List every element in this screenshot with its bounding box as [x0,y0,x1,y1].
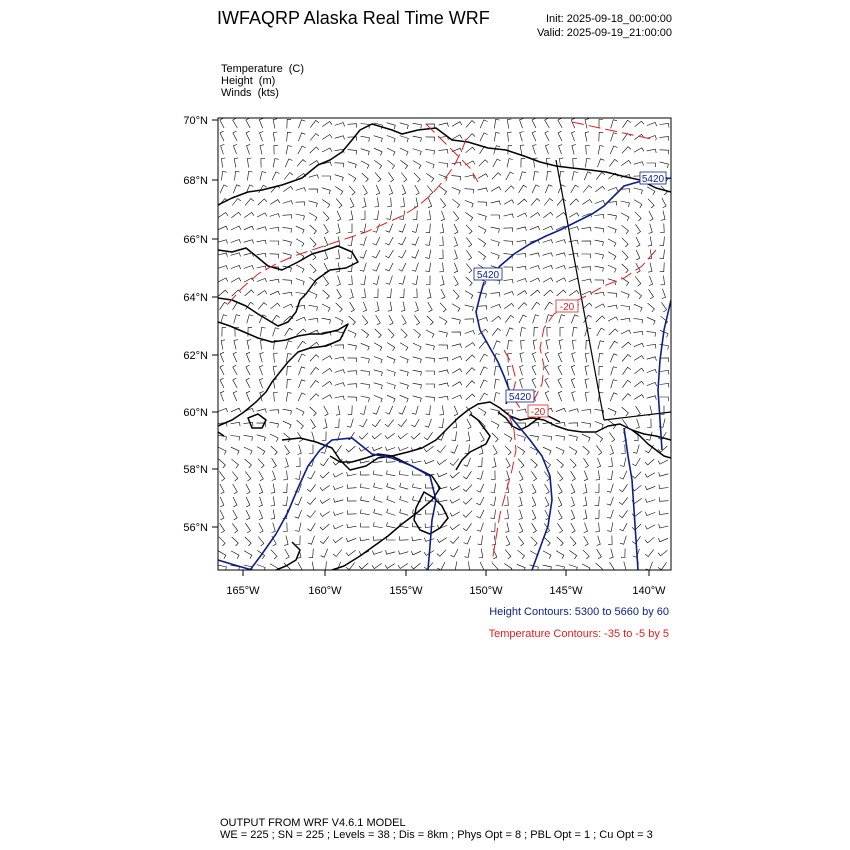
lat-tick-label: 66°N [183,234,208,246]
valid-time: Valid: 2025-09-19_21:00:00 [537,27,672,39]
map-background [218,118,671,570]
height-label-3 [506,390,534,403]
lat-tick-label: 58°N [183,464,208,476]
svg-text:-20: -20 [559,302,575,313]
lat-tick-label: 56°N [183,522,208,534]
field-temperature: Temperature (C) [221,63,305,75]
lat-tick-label: 60°N [183,407,208,419]
height-label-1 [474,268,502,281]
lon-tick-label: 140°W [632,585,666,597]
temp-label-1 [556,300,578,313]
lat-tick-label: 62°N [183,350,208,362]
temperature-contour-legend: Temperature Contours: -35 to -5 by 5 [488,628,669,640]
lat-tick-label: 70°N [183,115,208,127]
height-contour-legend: Height Contours: 5300 to 5660 by 60 [489,606,669,618]
temp-label-2 [528,405,548,418]
model-footer [220,817,653,841]
svg-text:-20: -20 [530,407,546,418]
init-time: Init: 2025-09-18_00:00:00 [546,13,672,25]
lon-tick-label: 165°W [226,585,260,597]
lon-tick-label: 155°W [389,585,423,597]
lat-tick-label: 64°N [183,292,208,304]
field-winds: Winds (kts) [221,87,279,99]
svg-text:5420: 5420 [508,392,532,403]
height-label-2 [640,172,666,185]
svg-text:5420: 5420 [476,270,500,281]
plot-title: IWFAQRP Alaska Real Time WRF [217,8,490,28]
lon-tick-label: 145°W [549,585,583,597]
lon-tick-label: 150°W [469,585,503,597]
longitude-axis [226,570,666,597]
field-height: Height (m) [221,75,276,87]
model-version: OUTPUT FROM WRF V4.6.1 MODEL [220,817,406,829]
latitude-axis [183,115,218,534]
model-config: WE = 225 ; SN = 225 ; Levels = 38 ; Dis = 8km ; Phys Opt = 8 ; PBL Opt = 1 ; Cu Opt = 3 [220,829,653,841]
lon-tick-label: 160°W [308,585,342,597]
svg-text:5420: 5420 [641,174,665,185]
lat-tick-label: 68°N [183,175,208,187]
